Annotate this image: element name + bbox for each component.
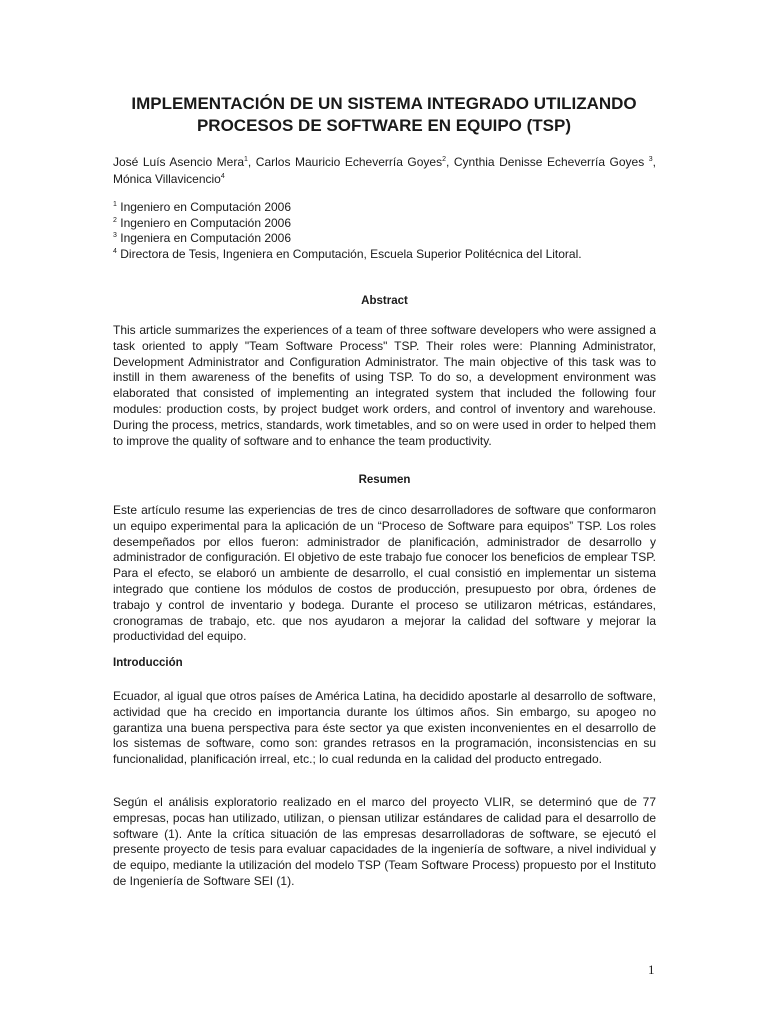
affiliation-superscript: 1 — [113, 201, 117, 208]
affiliation-text: Ingeniero en Computación 2006 — [116, 215, 292, 230]
affiliation-text: Ingeniera en Computación 2006 — [116, 231, 292, 245]
affiliation-text: Ingeniero en Computación 2006 — [116, 200, 292, 214]
affiliation-list — [113, 200, 656, 262]
author-name: Carlos Mauricio Echeverría Goyes — [255, 155, 443, 169]
affiliation-item — [113, 200, 656, 216]
affiliation-item — [113, 247, 656, 263]
author-superscript: 2 — [442, 156, 447, 163]
affiliation-item — [113, 231, 656, 247]
affiliation-text: Directora de Tesis, Ingeniera en Computación, Escuela Superior Politécnica del Litoral. — [116, 246, 582, 261]
author-superscript: 4 — [220, 173, 225, 180]
author-name: José Luís Asencio Mera — [113, 155, 244, 169]
abstract-heading: Abstract — [361, 295, 408, 307]
affiliation-item — [113, 216, 656, 232]
affiliation-superscript: 4 — [113, 247, 117, 255]
author-superscript: 1 — [244, 156, 248, 163]
author-name: Mónica Villavicencio — [113, 172, 221, 186]
introduccion-paragraph: Según el análisis exploratorio realizado en el marco del proyecto VLIR, se determinó que de 77 empresas, pocas han utilizado, utilizan, o piensan utilizar estándares de calidad para el desarrollo de software (1). Ante la crítica situación de las empresas desarrolladoras de software, se ejecutó el presente proyecto de tesis para evaluar capacidades de la ingeniería de software, a nivel individual y de equipo, mediante la utilización del modelo TSP (Team Software Process) propuesto por el Instituto de Ingeniería de Software SEI (1). — [113, 795, 656, 888]
author-list: José Luís Asencio Mera$^1$, Carlos Mauricio Echeverría Goyes$^2$, Cynthia Denisse Echeverría Goyes $^3$, Mónica Villavicencio$^4$ — [113, 155, 657, 186]
paper-title: IMPLEMENTACIÓN DE UN SISTEMA INTEGRADO UTILIZANDO PROCESOS DE SOFTWARE EN EQUIPO (TSP) — [131, 94, 637, 135]
affiliation-superscript: 2 — [113, 216, 117, 224]
resumen-text: Este artículo resume las experiencias de tres de cinco desarrolladores de software que conformaron un equipo experimental para la aplicación de un “Proceso de Software para equipos” TSP. Los roles desempeñados por ellos fueron: administrador de planificación, administrador de desarrollo y administrador de configuración. El objetivo de este trabajo fue conocer los beneficios de emplear TSP. Para el efecto, se elaboró un ambiente de desarrollo, el cual consistió en implementar un sistema integrado que contiene los módulos de costos de producción, presupuesto por obra, órdenes de trabajo y control de inventario y bodega. Durante el proceso se utilizaron métricas, estándares, cronogramas de trabajo, etc. que nos ayudaron a mejorar la calidad del software y mejorar la productividad del equipo. — [113, 503, 656, 644]
author-superscript: 3 — [648, 156, 653, 163]
introduccion-paragraph: Ecuador, al igual que otros países de América Latina, ha decidido apostarle al desarrollo de software, actividad que ha crecido en importancia durante los últimos años. Sin embargo, su apogeo no garantiza una buena perspectiva para éste sector ya que existen inconvenientes en el desarrollo de los sistemas de software, como son: grandes retrasos en la programación, inconsistencias en su funcionalidad, planificación irreal, etc.; lo cual redunda en la calidad del producto entregado. — [113, 689, 656, 767]
resumen-heading: Resumen — [358, 474, 411, 486]
page-number: 1 — [648, 962, 655, 977]
abstract-text: This article summarizes the experiences of a team of three software developers who were assigned a task oriented to apply "Team Software Process" TSP. Their roles were: Planning Administrator, Development Administrator and Configuration Administrator. The main objective of this task was to instill in them awareness of the benefits of using TSP. To do so, a development environment was elaborated that consisted of implementing an integrated system that included the following four modules: production costs, by project budget work orders, and control of inventory and warehouse. During the process, metrics, standards, work timetables, and so on were used in order to helped them to improve the quality of software and to enhance the team productivity. — [113, 323, 656, 448]
affiliation-superscript: 3 — [113, 232, 117, 239]
author-name: Cynthia Denisse Echeverría Goyes — [453, 155, 649, 169]
introduccion-heading: Introducción — [113, 657, 183, 669]
